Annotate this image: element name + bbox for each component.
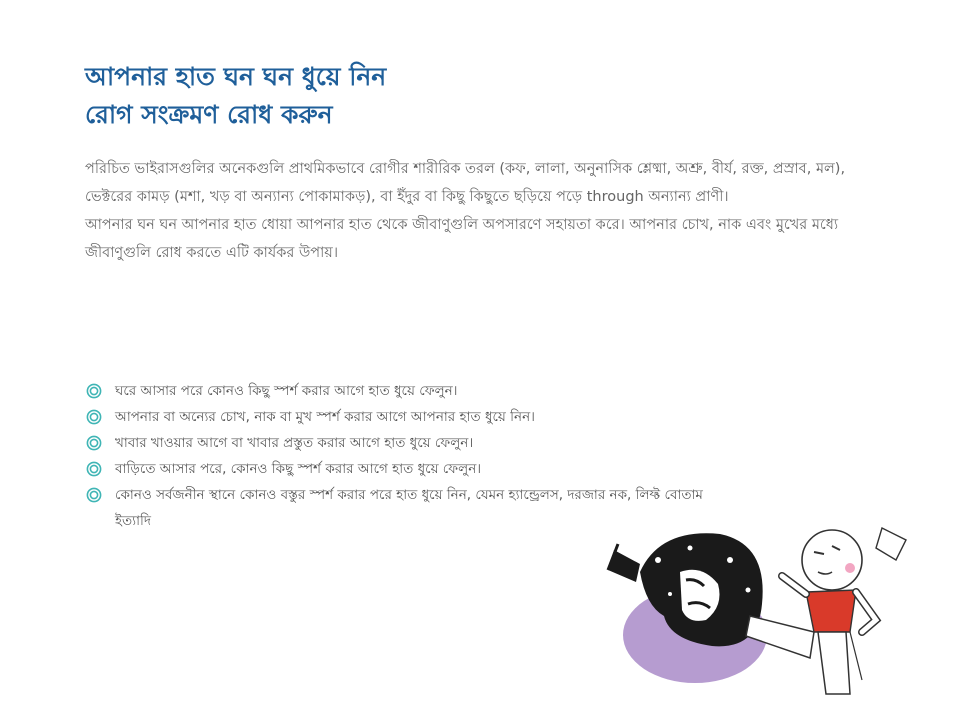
tip-text: খাবার খাওয়ার আগে বা খাবার প্রস্তুত করার আগে হাত ধুয়ে ফেলুন। [115, 435, 474, 451]
child-kicking-virus-illustration [600, 520, 920, 700]
child-figure [746, 528, 906, 694]
tip-text: ঘরে আসার পরে কোনও কিছু স্পর্শ করার আগে হাত ধুয়ে ফেলুন। [115, 383, 458, 399]
handwashing-tips-list [85, 378, 705, 534]
intro-text [85, 155, 885, 267]
title-line-2: রোগ সংক্রমণ রোধ করুন [85, 100, 333, 129]
tip-text: আপনার বা অন্যের চোখ, নাক বা মুখ স্পর্শ করার আগে আপনার হাত ধুয়ে নিন। [115, 409, 535, 425]
double-ring-bullet-icon [86, 461, 102, 477]
list-item [85, 456, 705, 482]
list-item [85, 378, 705, 404]
list-item [85, 404, 705, 430]
page-title [85, 58, 785, 134]
intro-paragraph-1: পরিচিত ভাইরাসগুলির অনেকগুলি প্রাথমিকভাবে রোগীর শারীরিক তরল (কফ, লালা, অনুনাসিক শ্লেষ্মা, অশ্রু, বীর্য, রক্ত, প্রস্রাব, মল), ভেক্টরের কামড় (মশা, খড় বা অন্যান্য পোকামাকড়), বা ইঁদুর বা কিছু কিছুতে ছড়িয়ে পড়ে through অন্যান্য প্রাণী। [85, 161, 846, 205]
tip-text: কোনও সর্বজনীন স্থানে কোনও বস্তুর স্পর্শ করার পরে হাত ধুয়ে নিন, যেমন হ্যান্ড্রেলস, দরজার নক, লিফ্ট বোতাম ইত্যাদি [115, 487, 703, 529]
double-ring-bullet-icon [86, 487, 102, 503]
list-item [85, 430, 705, 456]
title-line-1: আপনার হাত ঘন ঘন ধুয়ে নিন [85, 62, 387, 91]
tip-text: বাড়িতে আসার পরে, কোনও কিছু স্পর্শ করার আগে হাত ধুয়ে ফেলুন। [115, 461, 482, 477]
double-ring-bullet-icon [86, 409, 102, 425]
double-ring-bullet-icon [86, 383, 102, 399]
intro-paragraph-2: আপনার ঘন ঘন আপনার হাত ধোয়া আপনার হাত থেকে জীবাণুগুলি অপসারণে সহায়তা করে। আপনার চোখ, নাক এবং মুখের মধ্যে জীবাণুগুলি রোধ করতে এটি কার্যকর উপায়। [85, 217, 839, 261]
double-ring-bullet-icon [86, 435, 102, 451]
